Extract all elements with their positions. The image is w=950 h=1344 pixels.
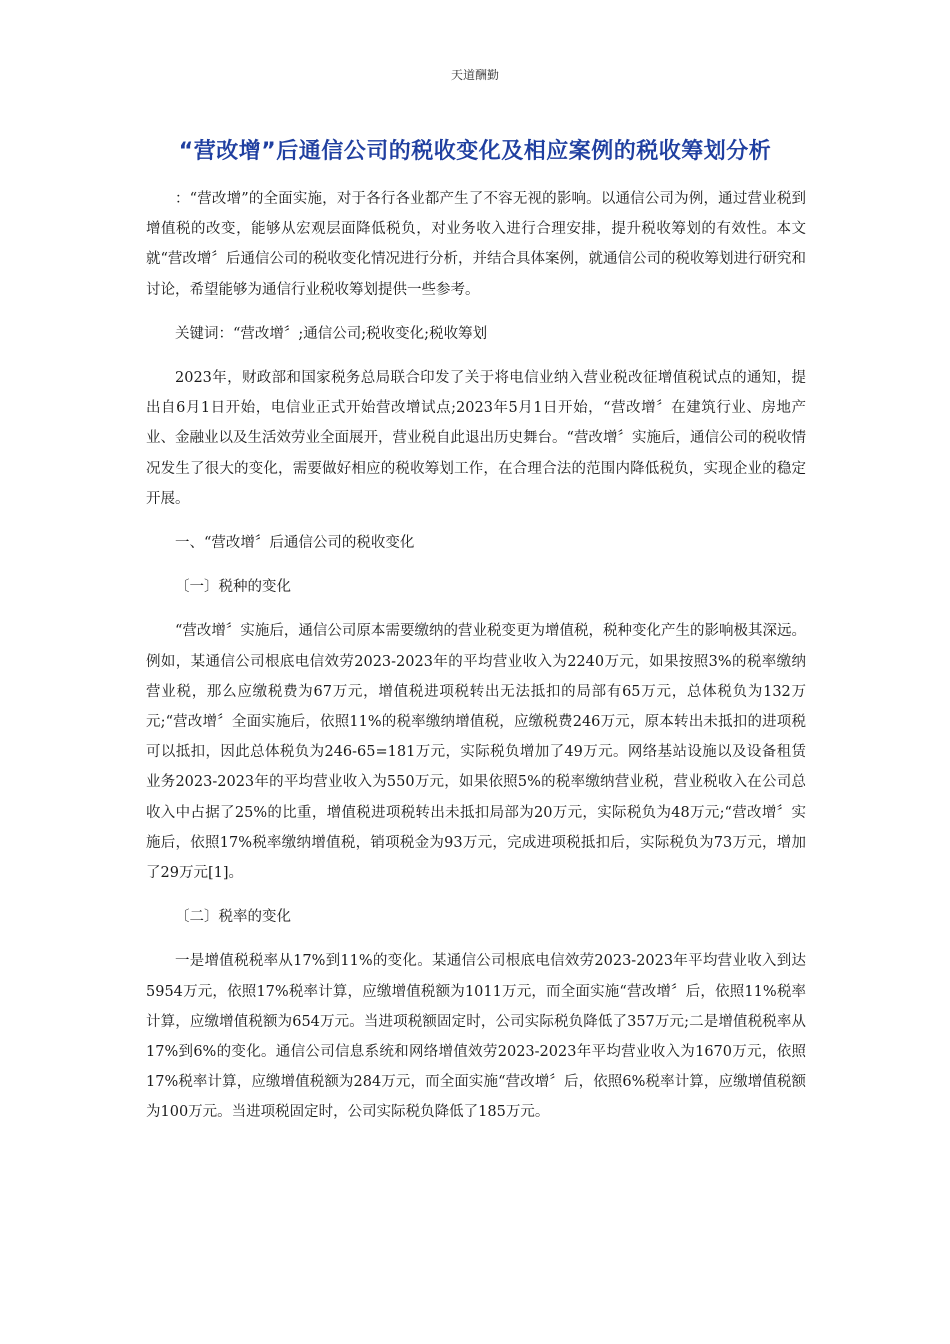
intro-paragraph: 2023年，财政部和国家税务总局联合印发了关于将电信业纳入营业税改征增值税试点的通知，提出自6月1日开始，电信业正式开始营改增试点;2023年5月1日开始，“营改增〞在建筑行业、房地产业、金融业以及生活效劳业全面展开，营业税自此退出历史舞台。“营改增〞实施后，通信公司的税收情况发生了很大的变化，需要做好相应的税收筹划工作，在合理合法的范围内降低税负，实现企业的稳定开展。	[146, 370, 806, 507]
document-title: “营改增”后通信公司的税收变化及相应案例的税收筹划分析	[178, 139, 772, 164]
section-heading-1: 一、“营改增〞后通信公司的税收变化	[175, 535, 415, 552]
tax-rate-paragraph: 一是增值税税率从17%到11%的变化。某通信公司根底电信效劳2023-2023年平均营业收入到达5954万元，依照17%税率计算，应缴增值税额为1011万元，而全面实施“营改增〞后，依照11%税率计算，应缴增值税额为654万元。当进项税额固定时，公司实际税负降低了357万元;二是增值税税率从17%到6%的变化。通信公司信息系统和网络增值效劳2023-2023年平均营业收入为1670万元，依照17%税率计算，应缴增值税额为284万元，而全面实施“营改增〞后，依照6%税率计算，应缴增值税额为100万元。当进项税固定时，公司实际税负降低了185万元。	[146, 953, 806, 1121]
page-header: 天道酬勤	[450, 68, 499, 82]
abstract-paragraph: ：“营改增”的全面实施，对于各行各业都产生了不容无视的影响。以通信公司为例，通过营业税到增值税的改变，能够从宏观层面降低税负，对业务收入进行合理安排，提升税收筹划的有效性。本文就“营改增〞后通信公司的税收变化情况进行分析，并结合具体案例，就通信公司的税收筹划进行研究和讨论，希望能够为通信行业税收筹划提供一些参考。	[146, 191, 806, 298]
subsection-heading-1: 〔一〕税种的变化	[175, 579, 291, 596]
tax-type-paragraph: “营改增〞实施后，通信公司原本需要缴纳的营业税变更为增值税，税种变化产生的影响极其深远。例如，某通信公司根底电信效劳2023-2023年的平均营业收入为2240万元，如果按照3%的税率缴纳营业税，那么应缴税费为67万元，增值税进项税转出无法抵扣的局部有65万元，总体税负为132万元;“营改增〞全面实施后，依照11%的税率缴纳增值税，应缴税费246万元，原本转出未抵扣的进项税可以抵扣，因此总体税负为246-65=181万元，实际税负增加了49万元。网络基站设施以及设备租赁业务2023-2023年的平均营业收入为550万元，如果依照5%的税率缴纳营业税，营业税收入在公司总收入中占据了25%的比重，增值税进项税转出未抵扣局部为20万元，实际税负为48万元;“营改增〞实施后，依照17%税率缴纳增值税，销项税金为93万元，完成进项税抵扣后，实际税负为73万元，增加了29万元[1]。	[146, 623, 806, 882]
subsection-heading-2: 〔二〕税率的变化	[175, 909, 291, 926]
keywords-paragraph: 关键词：“营改增〞;通信公司;税收变化;税收筹划	[175, 325, 488, 342]
document-body	[146, 184, 806, 1142]
